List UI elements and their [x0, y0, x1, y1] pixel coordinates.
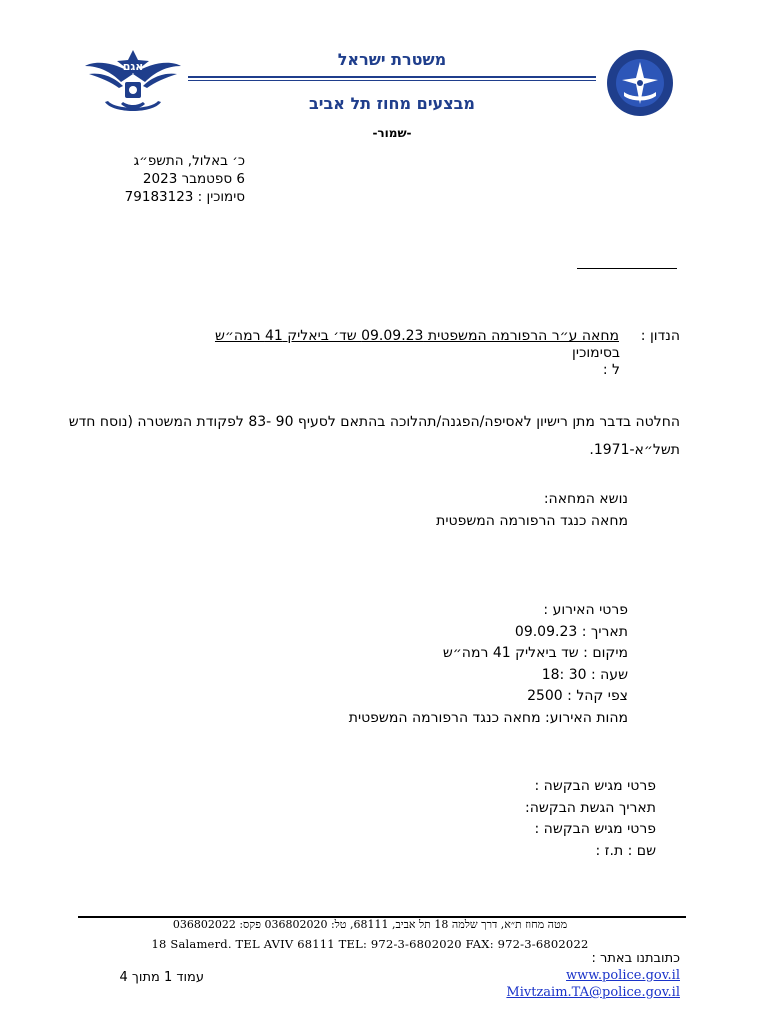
- decision-paragraph: החלטה בדבר מתן רישיון לאסיפה/הפגנה/תהלוכה בהתאם לסעיף 90 -83 לפקודת המשטרה (נוסח חדש תשל״א-1971.: [68, 414, 680, 458]
- applicant-details: פרטי מגיש הבקשה :: [534, 821, 656, 837]
- to-line: ל :: [602, 362, 620, 378]
- event-section: [300, 600, 628, 729]
- hebrew-date: כ׳ באלול, התשפ״ג: [133, 153, 245, 169]
- page-number: עמוד 1 מתוך 4: [119, 970, 204, 985]
- header-rule: [188, 76, 596, 78]
- classification-label: -שמור-: [372, 126, 412, 140]
- website-label: כתובתנו באתר :: [591, 951, 680, 966]
- gregorian-date: 6 ספטמבר 2023: [142, 171, 245, 187]
- subject-label: הנדון :: [640, 328, 680, 344]
- date-block: [60, 152, 245, 206]
- topic-section: [300, 489, 628, 532]
- header-rule-thin: [188, 80, 596, 81]
- event-location: מיקום : שד ביאליק 41 רמה״ש: [442, 645, 628, 661]
- signature-line: [577, 268, 677, 269]
- applicant-heading: פרטי מגיש הבקשה :: [534, 778, 656, 794]
- svg-text:אגם: אגם: [122, 60, 144, 73]
- org-name: משטרת ישראל: [337, 50, 447, 69]
- topic-heading: נושא המחאה:: [543, 491, 628, 507]
- event-date: תאריך : 09.09.23: [514, 623, 628, 640]
- event-time: שעה : 30 :18: [541, 666, 628, 683]
- police-emblem-icon: [85, 44, 181, 126]
- topic-value: מחאה כנגד הרפורמה המשפטית: [436, 512, 628, 529]
- event-crowd: צפי קהל : 2500: [527, 688, 628, 704]
- website-link[interactable]: www.police.gov.il: [566, 968, 680, 983]
- district-emblem-icon: [596, 48, 684, 118]
- event-heading: פרטי האירוע :: [543, 602, 628, 618]
- email-link[interactable]: Mivtzaim.TA@police.gov.il: [506, 985, 680, 1000]
- applicant-section: [300, 776, 656, 862]
- event-nature: מהות האירוע: מחאה כנגד הרפורמה המשפטית: [348, 709, 628, 726]
- footer-address-english: 18 Salamerd. TEL AVIV 68111 TEL: 972-3-6802020 FAX: 972-3-6802022: [151, 937, 589, 951]
- subject-value: מחאה ע״ר הרפורמה המשפטית 09.09.23 שד׳ ביאליק 41 רמה״ש: [214, 328, 619, 344]
- footer-address-hebrew: מטה מחוז ת״א, דרך שלמה 18 תל אביב, 68111, טל: 036802020 פקס: 036802022: [172, 918, 568, 931]
- unit-name: מבצעים מחוז תל אביב: [309, 94, 475, 113]
- reference-line: בסימוכין: [572, 345, 620, 361]
- applicant-name-id: שם : ת.ז :: [595, 842, 656, 859]
- reference-number: סימוכין : 79183123: [124, 189, 245, 205]
- applicant-submit-date: תאריך הגשת הבקשה:: [524, 799, 656, 816]
